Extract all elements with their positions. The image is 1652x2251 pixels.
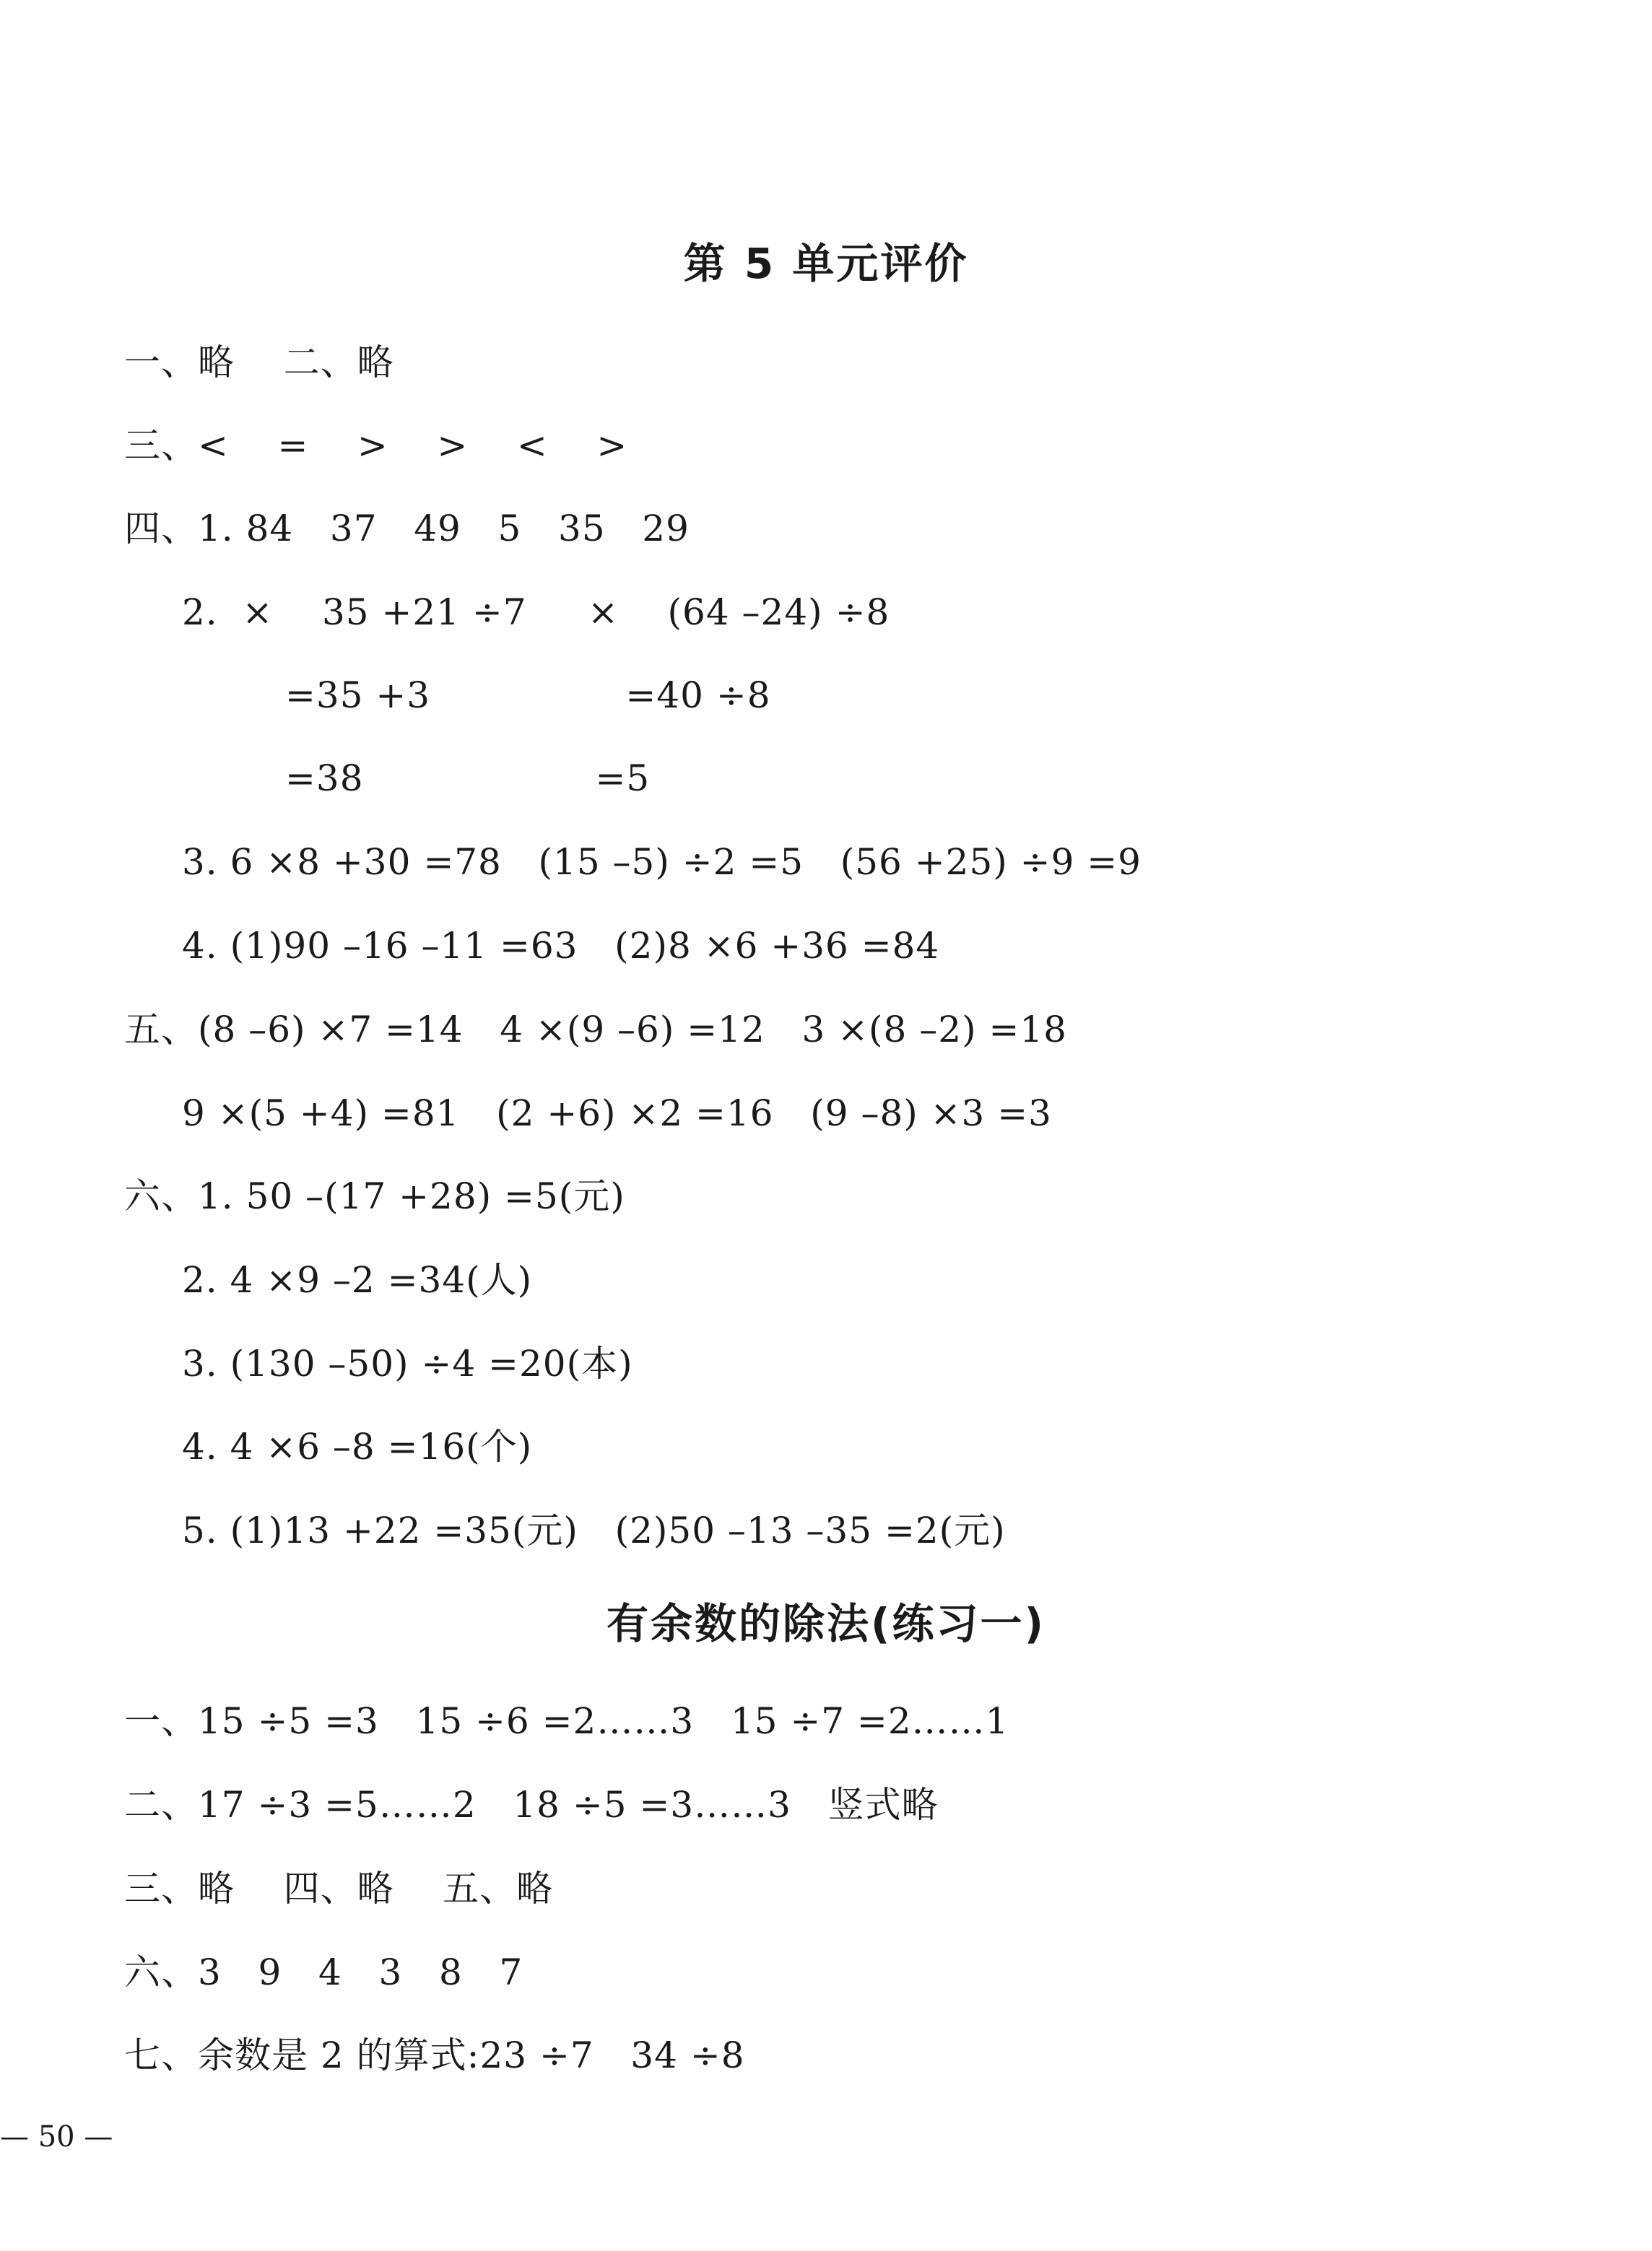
section-title-division-with-remainder: 有余数的除法(练习一)	[606, 1599, 1046, 1648]
answer-line-4-3: 3. 6 ×8 +30 =78 (15 –5) ÷2 =5 (56 +25) ÷9 =9	[182, 841, 1142, 883]
answer-line-6-5: 5. (1)13 +22 =35(元) (2)50 –13 –35 =2(元)	[182, 1510, 1006, 1551]
answer-line-5b: 9 ×(5 +4) =81 (2 +6) ×2 =16 (9 –8) ×3 =3	[182, 1092, 1052, 1134]
answer-line-6-2: 2. 4 ×9 –2 =34(人)	[182, 1259, 533, 1301]
answer-line-5a: 五、(8 –6) ×7 =14 4 ×(9 –6) =12 3 ×(8 –2) =18	[124, 1009, 1067, 1050]
answer-line-1-2: 一、略 二、略	[124, 341, 394, 383]
answer-line-4-2-step2: =38 =5	[285, 757, 651, 799]
answer-line-4-4: 4. (1)90 –16 –11 =63 (2)8 ×6 +36 =84	[182, 925, 940, 967]
answer-line-6-4: 4. 4 ×6 –8 =16(个)	[182, 1426, 533, 1468]
section-title-unit-5: 第 5 单元评价	[683, 239, 969, 288]
answer-line-s2-1: 一、15 ÷5 =3 15 ÷6 =2……3 15 ÷7 =2……1	[124, 1700, 1009, 1742]
answer-line-4-2-step1: =35 +3 =40 ÷8	[285, 674, 771, 716]
answer-line-s2-7: 七、余数是 2 的算式:23 ÷7 34 ÷8	[124, 2034, 745, 2076]
answer-line-4-1: 四、1. 84 37 49 5 35 29	[124, 508, 690, 549]
page-number: — 50 —	[0, 2120, 113, 2154]
answer-line-s2-6: 六、3 9 4 3 8 7	[124, 1951, 523, 1993]
answer-line-s2-2: 二、17 ÷3 =5……2 18 ÷5 =3……3 竖式略	[124, 1784, 939, 1826]
answer-line-3: 三、< = > > < >	[124, 424, 628, 466]
answer-line-6-3: 3. (130 –50) ÷4 =20(本)	[182, 1343, 633, 1385]
answer-line-s2-3-5: 三、略 四、略 五、略	[124, 1868, 554, 1910]
answer-line-4-2: 2. × 35 +21 ÷7 × (64 –24) ÷8	[182, 591, 890, 633]
answer-line-6-1: 六、1. 50 –(17 +28) =5(元)	[124, 1175, 625, 1217]
